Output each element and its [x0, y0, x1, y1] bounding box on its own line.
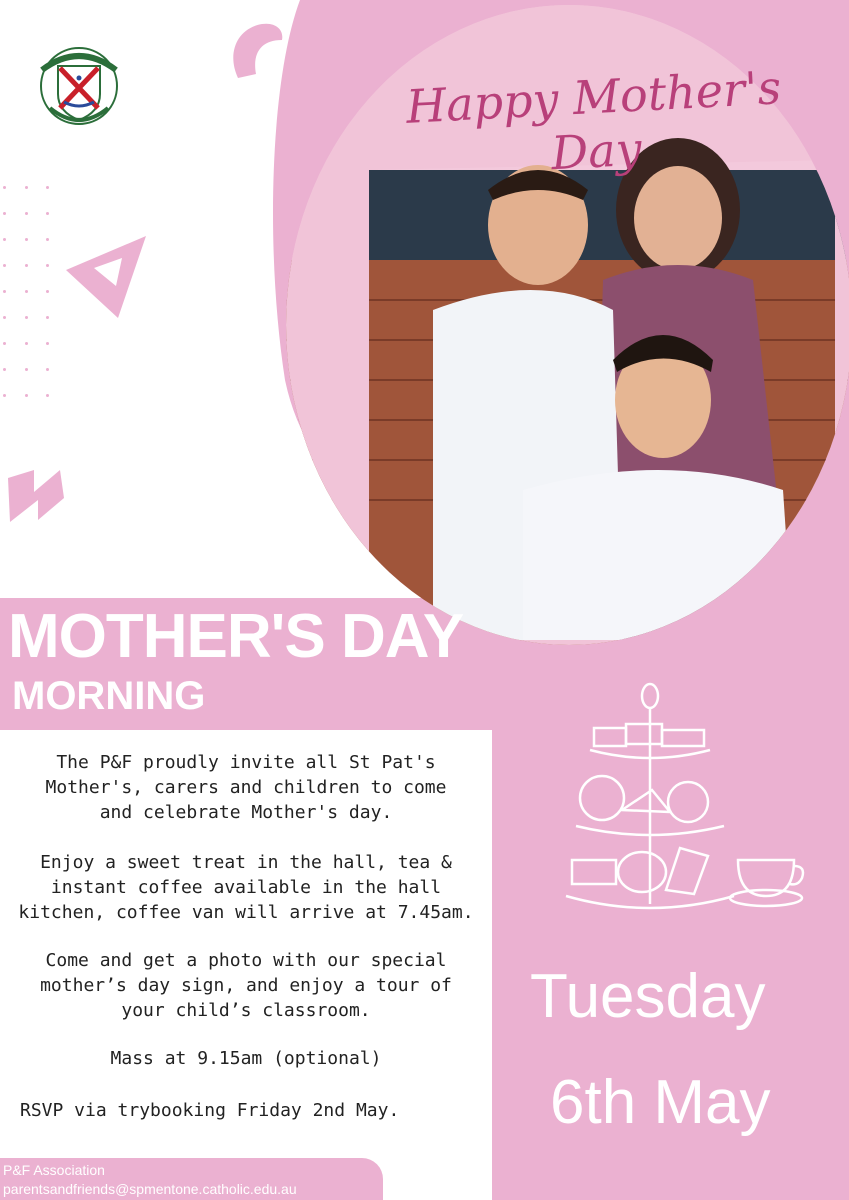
- paragraph-invite: [0, 750, 492, 825]
- triangle-decoration-icon: [66, 236, 146, 318]
- paragraph-line: instant coffee available in the hall: [50, 877, 442, 898]
- paragraph-line: your child’s classroom.: [121, 1000, 371, 1021]
- footer-org: P&F Association: [3, 1162, 105, 1178]
- event-date: 6th May: [550, 1068, 771, 1137]
- photo-frame-text: Happy Mother's Day: [404, 60, 783, 181]
- event-day: Tuesday: [530, 962, 766, 1031]
- footer-email[interactable]: parentsandfriends@spmentone.catholic.edu.au: [3, 1181, 297, 1197]
- paragraph-line: Mother's, carers and children to come: [45, 777, 447, 798]
- paragraph-treats: [0, 850, 492, 925]
- arc-decoration-icon: [233, 24, 282, 78]
- headline-title: MOTHER'S DAY: [8, 602, 464, 671]
- zigzag-decoration-icon: [8, 470, 64, 522]
- footer-contact: [0, 1158, 383, 1200]
- paragraph-photo: [0, 948, 492, 1023]
- paragraph-line: kitchen, coffee van will arrive at 7.45am.: [18, 902, 474, 923]
- cake-stand-teacup-icon: [562, 680, 807, 925]
- headline-subtitle: MORNING: [12, 674, 206, 718]
- school-crest-icon: [38, 42, 120, 130]
- paragraph-line: Enjoy a sweet treat in the hall, tea &: [40, 852, 452, 873]
- paragraph-mass: Mass at 9.15am (optional): [110, 1048, 382, 1069]
- paragraph-line: and celebrate Mother's day.: [99, 802, 393, 823]
- paragraph-line: mother’s day sign, and enjoy a tour of: [40, 975, 452, 996]
- paragraph-rsvp: RSVP via trybooking Friday 2nd May.: [20, 1100, 400, 1121]
- paragraph-line: The P&F proudly invite all St Pat's: [56, 752, 436, 773]
- body-text-box: [0, 730, 492, 1200]
- paragraph-line: Come and get a photo with our special: [45, 950, 447, 971]
